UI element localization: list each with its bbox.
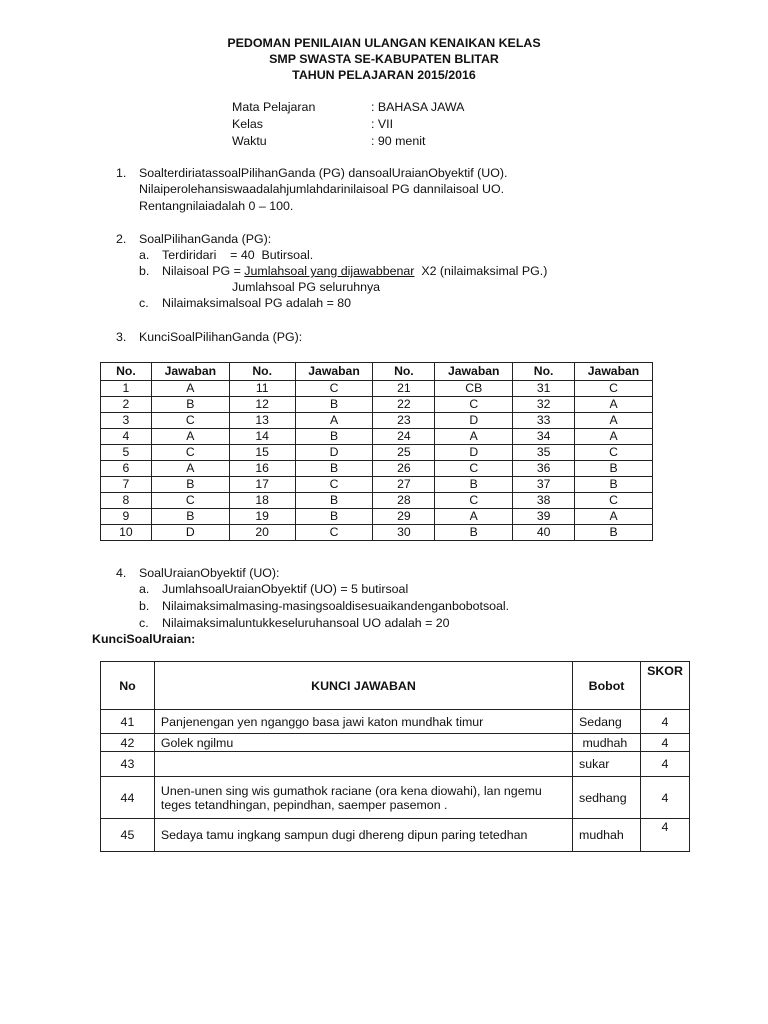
pg-cell-jawaban: B bbox=[295, 509, 373, 525]
pg-cell-jawaban: A bbox=[295, 413, 373, 429]
pg-cell-no: 5 bbox=[101, 445, 152, 461]
pg-cell-no: 39 bbox=[513, 509, 575, 525]
section2-b-formula bbox=[162, 264, 547, 278]
section4-number: 4. bbox=[116, 566, 127, 580]
pg-cell-jawaban: B bbox=[435, 477, 513, 493]
pg-cell-no: 10 bbox=[101, 525, 152, 541]
pg-cell-no: 38 bbox=[513, 493, 575, 509]
pg-cell-jawaban: CB bbox=[435, 381, 513, 397]
pg-cell-jawaban: B bbox=[295, 397, 373, 413]
uo-kunci-line: teges tetandhingan, pepindhan, saemper pasemon . bbox=[160, 797, 448, 812]
uo-table-body bbox=[101, 710, 690, 852]
section1-line2: Nilaiperolehansiswaadalahjumlahdarinilaisoal PG dannilaisoal UO. bbox=[139, 182, 505, 196]
uo-cell-no: 45 bbox=[101, 819, 155, 852]
pg-cell-jawaban: C bbox=[575, 381, 653, 397]
uo-kunci-line: Golek ngilmu bbox=[160, 735, 234, 750]
pg-table-row bbox=[101, 429, 653, 445]
info-value-class: : VII bbox=[371, 117, 394, 131]
pg-cell-no: 19 bbox=[229, 509, 295, 525]
pg-cell-jawaban: A bbox=[151, 461, 229, 477]
section4-title: SoalUraianObyektif (UO): bbox=[139, 566, 280, 580]
uo-cell-kunci bbox=[154, 819, 572, 852]
uo-header-no: No bbox=[101, 662, 155, 710]
pg-cell-no: 40 bbox=[513, 525, 575, 541]
pg-cell-no: 25 bbox=[373, 445, 435, 461]
pg-cell-no: 11 bbox=[229, 381, 295, 397]
pg-cell-no: 21 bbox=[373, 381, 435, 397]
doc-title-line1: PEDOMAN PENILAIAN ULANGAN KENAIKAN KELAS bbox=[227, 36, 541, 50]
uraian-title: KunciSoalUraian: bbox=[92, 632, 196, 646]
pg-table-row bbox=[101, 445, 653, 461]
uo-kunci-line: Unen-unen sing wis gumathok raciane (ora kena diowahi), lan ngemu bbox=[160, 783, 542, 798]
section4-b-mark: b. bbox=[139, 599, 150, 613]
uo-header-kunci: KUNCI JAWABAN bbox=[154, 662, 572, 710]
formula-numerator: Jumlahsoal yang dijawabbenar bbox=[244, 264, 415, 278]
pg-cell-no: 14 bbox=[229, 429, 295, 445]
pg-cell-jawaban: B bbox=[295, 429, 373, 445]
section4-c-text: Nilaimaksimaluntukkeseluruhansoal UO adalah = 20 bbox=[162, 616, 450, 630]
uo-cell-no: 44 bbox=[101, 777, 155, 819]
section1-line1: SoalterdiriatassoalPilihanGanda (PG) dansoalUraianObyektif (UO). bbox=[139, 166, 508, 180]
uo-cell-bobot: mudhah bbox=[573, 819, 641, 852]
pg-cell-no: 35 bbox=[513, 445, 575, 461]
section3-number: 3. bbox=[116, 330, 127, 344]
pg-header-no: No. bbox=[373, 363, 435, 381]
pg-cell-jawaban: D bbox=[435, 413, 513, 429]
uo-cell-kunci bbox=[154, 752, 572, 777]
pg-header-no: No. bbox=[229, 363, 295, 381]
section2-b-mark: b. bbox=[139, 264, 150, 278]
section2-a-mark: a. bbox=[139, 248, 150, 262]
section4-a-text: JumlahsoalUraianObyektif (UO) = 5 butirsoal bbox=[162, 582, 409, 596]
uo-table-row bbox=[101, 734, 690, 752]
section2-a-text: Terdiridari = 40 Butirsoal. bbox=[162, 248, 314, 262]
uo-cell-no: 41 bbox=[101, 710, 155, 734]
pg-cell-no: 29 bbox=[373, 509, 435, 525]
pg-cell-jawaban: A bbox=[151, 429, 229, 445]
pg-cell-no: 34 bbox=[513, 429, 575, 445]
pg-answer-table bbox=[100, 362, 653, 541]
pg-cell-no: 2 bbox=[101, 397, 152, 413]
section4-b-text: Nilaimaksimalmasing-masingsoaldisesuaikandenganbobotsoal. bbox=[162, 599, 510, 613]
pg-cell-jawaban: D bbox=[295, 445, 373, 461]
pg-cell-jawaban: B bbox=[435, 525, 513, 541]
section4-c-mark: c. bbox=[139, 616, 149, 630]
uo-cell-no: 42 bbox=[101, 734, 155, 752]
pg-cell-jawaban: B bbox=[575, 461, 653, 477]
pg-cell-jawaban: C bbox=[435, 397, 513, 413]
section2-c-text: Nilaimaksimalsoal PG adalah = 80 bbox=[162, 296, 352, 310]
pg-header-jawaban: Jawaban bbox=[151, 363, 229, 381]
section1-line3: Rentangnilaiadalah 0 – 100. bbox=[139, 199, 294, 213]
pg-cell-jawaban: B bbox=[575, 525, 653, 541]
formula-suffix: X2 (nilaimaksimal PG.) bbox=[414, 264, 548, 278]
uo-cell-skor: 4 bbox=[641, 752, 690, 777]
pg-cell-jawaban: C bbox=[151, 493, 229, 509]
uo-cell-kunci bbox=[154, 777, 572, 819]
pg-header-jawaban: Jawaban bbox=[575, 363, 653, 381]
uo-table-row bbox=[101, 777, 690, 819]
doc-title-line3: TAHUN PELAJARAN 2015/2016 bbox=[292, 68, 476, 82]
pg-cell-no: 36 bbox=[513, 461, 575, 477]
pg-header-jawaban: Jawaban bbox=[435, 363, 513, 381]
section4-a-mark: a. bbox=[139, 582, 150, 596]
pg-cell-jawaban: C bbox=[435, 461, 513, 477]
pg-cell-no: 8 bbox=[101, 493, 152, 509]
doc-title-line2: SMP SWASTA SE-KABUPATEN BLITAR bbox=[269, 52, 499, 66]
pg-cell-jawaban: A bbox=[575, 413, 653, 429]
pg-cell-no: 1 bbox=[101, 381, 152, 397]
uo-table-row bbox=[101, 710, 690, 734]
pg-cell-no: 31 bbox=[513, 381, 575, 397]
pg-cell-no: 13 bbox=[229, 413, 295, 429]
pg-cell-no: 24 bbox=[373, 429, 435, 445]
section2-b-denominator: Jumlahsoal PG seluruhnya bbox=[232, 280, 381, 294]
uo-cell-bobot: sedhang bbox=[573, 777, 641, 819]
section2-c-mark: c. bbox=[139, 296, 149, 310]
pg-cell-no: 26 bbox=[373, 461, 435, 477]
pg-cell-jawaban: C bbox=[295, 381, 373, 397]
uo-cell-bobot: Sedang bbox=[573, 710, 641, 734]
pg-cell-jawaban: C bbox=[295, 477, 373, 493]
pg-cell-no: 7 bbox=[101, 477, 152, 493]
formula-prefix: Nilaisoal PG = bbox=[162, 264, 245, 278]
uo-cell-bobot: mudhah bbox=[573, 734, 641, 752]
pg-cell-no: 16 bbox=[229, 461, 295, 477]
pg-table-row bbox=[101, 525, 653, 541]
pg-cell-no: 27 bbox=[373, 477, 435, 493]
pg-cell-no: 20 bbox=[229, 525, 295, 541]
uo-table-header-row bbox=[101, 662, 690, 710]
pg-cell-jawaban: B bbox=[151, 397, 229, 413]
pg-cell-no: 4 bbox=[101, 429, 152, 445]
pg-cell-no: 30 bbox=[373, 525, 435, 541]
pg-cell-no: 28 bbox=[373, 493, 435, 509]
pg-cell-no: 9 bbox=[101, 509, 152, 525]
pg-cell-jawaban: A bbox=[435, 509, 513, 525]
pg-cell-jawaban: A bbox=[435, 429, 513, 445]
pg-cell-jawaban: B bbox=[151, 509, 229, 525]
pg-cell-no: 33 bbox=[513, 413, 575, 429]
uo-header-skor: SKOR bbox=[641, 662, 690, 710]
uo-cell-kunci bbox=[154, 710, 572, 734]
pg-table-row bbox=[101, 381, 653, 397]
uo-cell-skor: 4 bbox=[641, 710, 690, 734]
section3-title: KunciSoalPilihanGanda (PG): bbox=[139, 330, 303, 344]
info-value-subject: : BAHASA JAWA bbox=[371, 100, 465, 114]
pg-cell-no: 18 bbox=[229, 493, 295, 509]
section1-number: 1. bbox=[116, 166, 127, 180]
pg-cell-jawaban: C bbox=[575, 493, 653, 509]
pg-header-no: No. bbox=[513, 363, 575, 381]
uo-kunci-line: Panjenengan yen nganggo basa jawi katon mundhak timur bbox=[160, 714, 484, 729]
pg-table-row bbox=[101, 493, 653, 509]
pg-cell-jawaban: C bbox=[295, 525, 373, 541]
uo-table-row bbox=[101, 752, 690, 777]
pg-cell-no: 17 bbox=[229, 477, 295, 493]
info-value-time: : 90 menit bbox=[371, 134, 426, 148]
pg-table-row bbox=[101, 397, 653, 413]
pg-cell-jawaban: B bbox=[575, 477, 653, 493]
pg-cell-jawaban: C bbox=[151, 413, 229, 429]
pg-cell-jawaban: C bbox=[435, 493, 513, 509]
pg-cell-no: 12 bbox=[229, 397, 295, 413]
uo-kunci-line: Sedaya tamu ingkang sampun dugi dhereng dipun paring tetedhan bbox=[160, 828, 528, 842]
pg-cell-jawaban: A bbox=[151, 381, 229, 397]
pg-cell-no: 22 bbox=[373, 397, 435, 413]
uo-header-bobot: Bobot bbox=[573, 662, 641, 710]
pg-cell-jawaban: C bbox=[151, 445, 229, 461]
uo-answer-table bbox=[100, 661, 690, 852]
section2-title: SoalPilihanGanda (PG): bbox=[139, 232, 272, 246]
uo-cell-no: 43 bbox=[101, 752, 155, 777]
pg-table-body bbox=[101, 381, 653, 541]
info-label-class: Kelas bbox=[232, 117, 263, 131]
uo-cell-skor: 4 bbox=[641, 734, 690, 752]
uo-cell-skor: 4 bbox=[641, 777, 690, 819]
uo-cell-bobot: sukar bbox=[573, 752, 641, 777]
uo-cell-skor: 4 bbox=[641, 819, 690, 852]
pg-cell-no: 6 bbox=[101, 461, 152, 477]
pg-table-header-row bbox=[101, 363, 653, 381]
pg-cell-jawaban: A bbox=[575, 429, 653, 445]
pg-cell-jawaban: D bbox=[435, 445, 513, 461]
pg-cell-jawaban: A bbox=[575, 397, 653, 413]
pg-cell-no: 37 bbox=[513, 477, 575, 493]
pg-cell-no: 32 bbox=[513, 397, 575, 413]
section2-number: 2. bbox=[116, 232, 127, 246]
info-label-subject: Mata Pelajaran bbox=[232, 100, 316, 114]
pg-cell-jawaban: B bbox=[151, 477, 229, 493]
pg-table-row bbox=[101, 509, 653, 525]
pg-header-jawaban: Jawaban bbox=[295, 363, 373, 381]
pg-cell-no: 15 bbox=[229, 445, 295, 461]
pg-table-row bbox=[101, 477, 653, 493]
pg-cell-no: 3 bbox=[101, 413, 152, 429]
pg-cell-jawaban: D bbox=[151, 525, 229, 541]
pg-table-row bbox=[101, 413, 653, 429]
info-label-time: Waktu bbox=[232, 134, 267, 148]
pg-cell-jawaban: C bbox=[575, 445, 653, 461]
uo-table-row bbox=[101, 819, 690, 852]
pg-table-row bbox=[101, 461, 653, 477]
uo-cell-kunci bbox=[154, 734, 572, 752]
pg-cell-jawaban: B bbox=[295, 493, 373, 509]
pg-header-no: No. bbox=[101, 363, 152, 381]
pg-cell-jawaban: A bbox=[575, 509, 653, 525]
pg-cell-no: 23 bbox=[373, 413, 435, 429]
pg-cell-jawaban: B bbox=[295, 461, 373, 477]
